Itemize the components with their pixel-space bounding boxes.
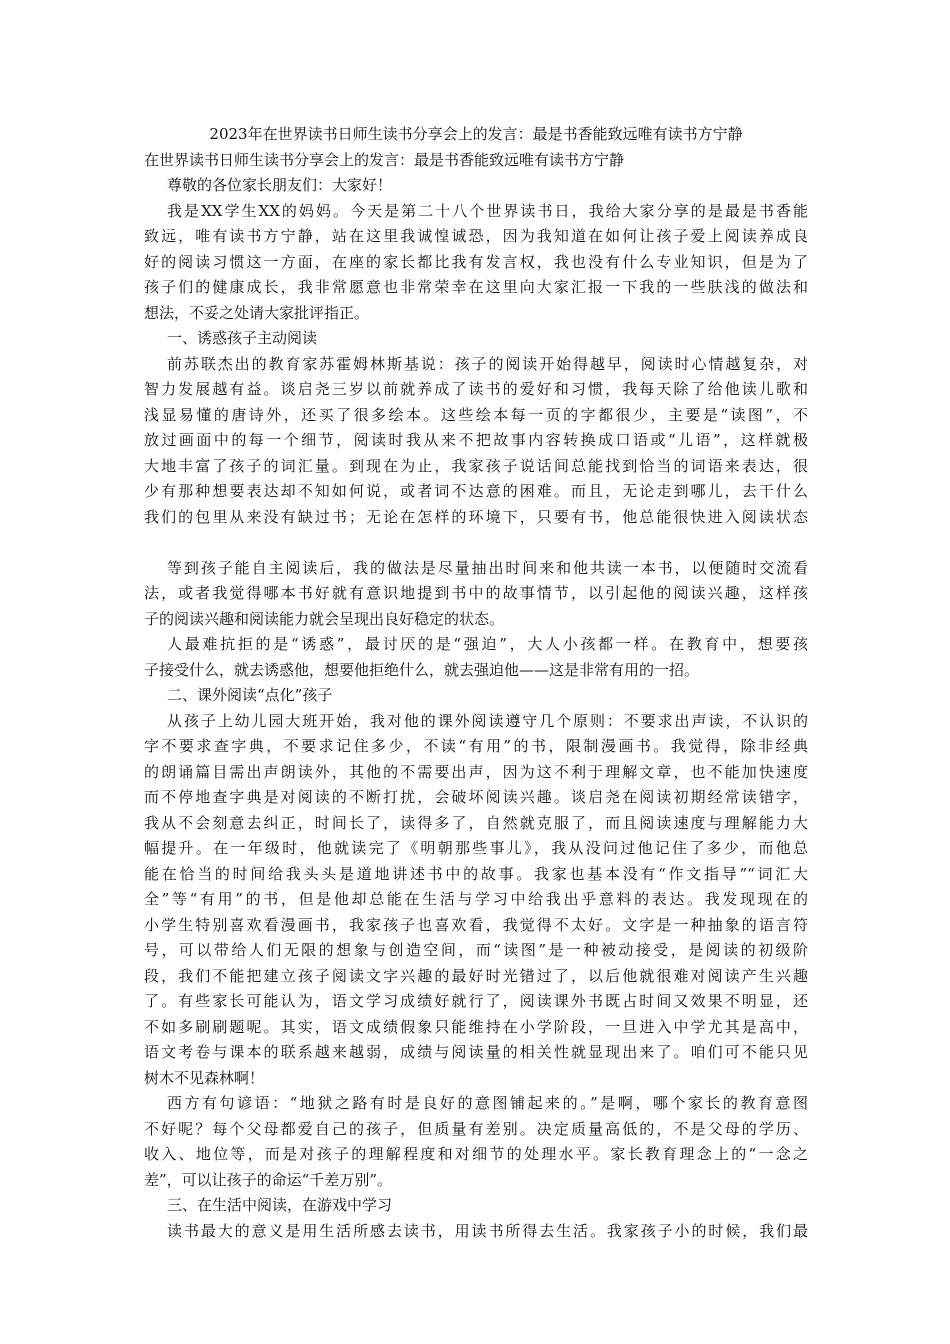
paragraph-line: 能在恰当的时间给我头头是道地讲述书中的故事。我家也基本没有“作文指导”“词汇大 (144, 864, 808, 883)
paragraph-line: 号，可以带给人们无限的想象与创造空间，而“读图”是一种被动接受，是阅读的初级阶 (144, 941, 808, 959)
paragraph-line: 我们的包里从来没有缺过书；无论在怎样的环境下，只要有书，他总能很快进入阅读状态 (144, 507, 808, 526)
section-heading-3: 三、在生活中阅读，在游戏中学习 (167, 1196, 393, 1214)
paragraph-line: 好的阅读习惯这一方面，在座的家长都比我有发言权，我也没有什么专业知识，但是为了 (144, 252, 808, 271)
paragraph-line: 大地丰富了孩子的词汇量。到现在为止，我家孩子说话间总能找到恰当的词语来表达，很 (144, 456, 808, 475)
paragraph-line: 段，我们不能把建立孩子阅读文字兴趣的最好时光错过了，以后他就很难对阅读产生兴趣 (144, 966, 808, 985)
paragraph-line: 我从不会刻意去纠正，时间长了，读得多了，自然就克服了，而且阅读速度与理解能力大 (144, 813, 808, 832)
paragraph-line: 不好呢？每个父母都爱自己的孩子，但质量有差别。决定质量高低的，不是父母的学历、 (144, 1119, 808, 1138)
paragraph-line: 等到孩子能自主阅读后，我的做法是尽量抽出时间来和他共读一本书，以便随时交流看 (167, 558, 808, 577)
paragraph-line: 字不要求查字典，不要求记住多少，不读“有用”的书，限制漫画书。我觉得，除非经典 (144, 737, 808, 755)
paragraph-line: 少有那种想要表达却不知如何说，或者词不达意的困难。而且，无论走到哪儿，去干什么 (144, 482, 808, 500)
paragraph-line: 幅提升。在一年级时，他就读完了《明朝那些事儿》，我从没问过他记住了多少，而他总 (144, 839, 808, 857)
document-subtitle: 在世界读书日师生读书分享会上的发言：最是书香能致远唯有读书方宁静 (144, 150, 625, 169)
paragraph-line: 不如多刷刷题呢。其实，语文成绩假象只能维持在小学阶段，一旦进入中学尤其是高中， (144, 1017, 808, 1036)
paragraph-line: 树木不见森林啊！ (144, 1068, 265, 1087)
paragraph-line: 小学生特别喜欢看漫画书，我家孩子也喜欢看，我觉得不太好。文字是一种抽象的语言符 (144, 915, 808, 934)
paragraph-line: 前苏联杰出的教育家苏霍姆林斯基说：孩子的阅读开始得越早，阅读时心情越复杂，对 (167, 354, 808, 373)
paragraph-line: 从孩子上幼儿园大班开始，我对他的课外阅读遵守几个原则：不要求出声读，不认识的 (167, 711, 808, 730)
paragraph-line: 人最难抗拒的是“诱惑”，最讨厌的是“强迫”，大人小孩都一样。在教育中，想要孩 (167, 635, 808, 653)
paragraph-line: 语文考卷与课本的联系越来越弱，成绩与阅读量的相关性就显现出来了。咱们可不能只见 (144, 1043, 808, 1061)
paragraph-line: 我是XX学生XX的妈妈。今天是第二十八个世界读书日，我给大家分享的是最是书香能 (167, 201, 808, 220)
document-page (144, 122, 808, 1244)
paragraph-line: 智力发展越有益。谈启尧三岁以前就养成了读书的爱好和习惯，我每天除了给他读儿歌和 (144, 380, 808, 398)
greeting: 尊敬的各位家长朋友们：大家好！ (167, 176, 393, 194)
section-heading-1: 一、诱惑孩子主动阅读 (167, 329, 318, 347)
paragraph-5 (144, 709, 808, 1092)
section-heading-2: 二、课外阅读“点化”孩子 (167, 686, 333, 704)
paragraph-line: 致远，唯有读书方宁静，站在这里我诚惶诚恐，因为我知道在如何让孩子爱上阅读养成良 (144, 227, 808, 245)
paragraph-line: 浅显易懂的唐诗外，还买了很多绘本。这些绘本每一页的字都很少，主要是“读图”，不 (144, 405, 808, 424)
paragraph-line: 子接受什么，就去诱惑他，想要他拒绝什么，就去强迫他——这是非常有用的一招。 (144, 660, 700, 679)
paragraph-line: 西方有句谚语：“地狱之路有时是良好的意图铺起来的。”是啊，哪个家长的教育意图 (167, 1094, 808, 1112)
paragraph-line: 法，或者我觉得哪本书好就有意识地提到书中的故事情节，以引起他的阅读兴趣，这样孩 (144, 584, 808, 602)
paragraph-3 (144, 556, 808, 633)
paragraph-line: 读书最大的意义是用生活所感去读书，用读书所得去生活。我家孩子小的时候，我们最 (167, 1221, 808, 1240)
paragraph-6 (144, 1091, 808, 1193)
paragraph-line: 放过画面中的每一个细节，阅读时我从来不把故事内容转换成口语或“儿语”，这样就极 (144, 431, 808, 449)
paragraph-2 (144, 352, 808, 531)
paragraph-line: 孩子们的健康成长，我非常愿意也非常荣幸在这里向大家汇报一下我的一些肤浅的做法和 (144, 278, 808, 296)
paragraph-line: 了。有些家长可能认为，语文学习成绩好就行了，阅读课外书既占时间又效果不明显，还 (144, 992, 808, 1010)
paragraph-line: 差”，可以让孩子的命运“千差万别”。 (144, 1170, 393, 1189)
document-title: 2023年在世界读书日师生读书分享会上的发言：最是书香能致远唯有读书方宁静 (209, 125, 743, 143)
paragraph-7 (144, 1219, 808, 1245)
paragraph-4 (144, 632, 808, 683)
paragraph-line: 的朗诵篇目需出声朗读外，其他的不需要出声，因为这不利于理解文章，也不能加快速度 (144, 762, 808, 781)
paragraph-line: 全”等“有用”的书，但是他却总能在生活与学习中给我出乎意料的表达。我发现现在的 (144, 890, 808, 908)
paragraph-line: 而不停地查字典是对阅读的不断打扰，会破坏阅读兴趣。谈启尧在阅读初期经常读错字， (144, 788, 808, 806)
paragraph-line: 收入、地位等，而是对孩子的理解程度和对细节的处理水平。家长教育理念上的“一念之 (144, 1145, 808, 1163)
paragraph-line: 子的阅读兴趣和阅读能力就会呈现出良好稳定的状态。 (144, 609, 505, 628)
paragraph-intro (144, 199, 808, 327)
paragraph-line: 想法，不妥之处请大家批评指正。 (144, 303, 370, 322)
blank-line (144, 530, 808, 556)
